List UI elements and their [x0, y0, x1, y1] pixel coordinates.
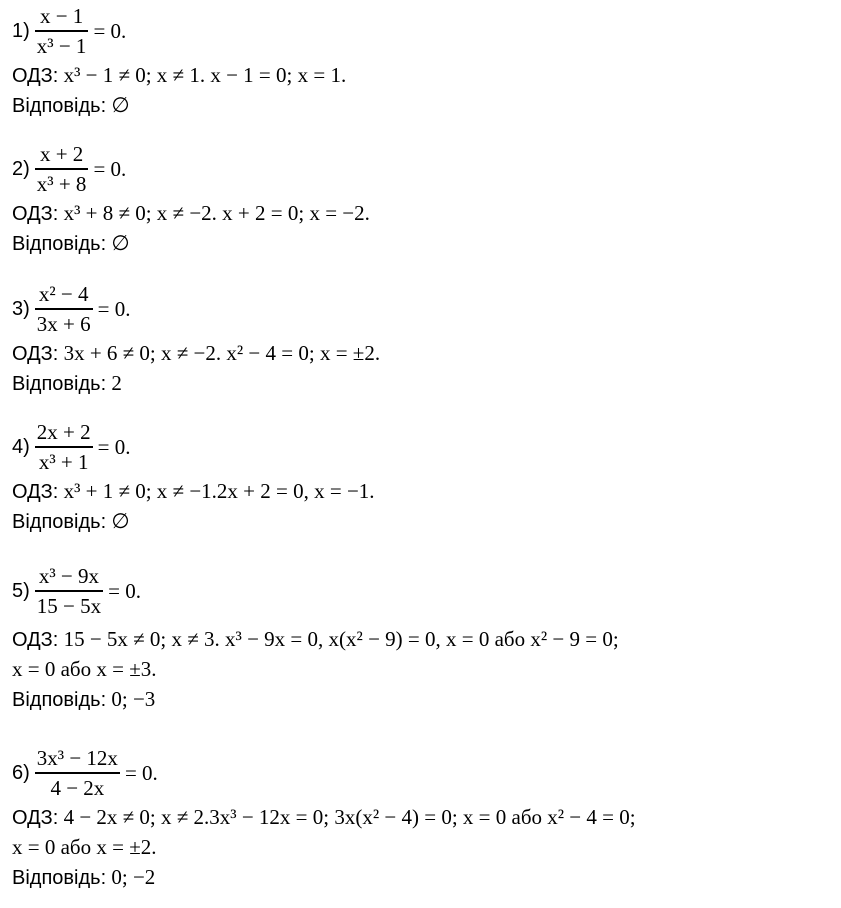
fraction: [35, 746, 120, 799]
fraction: [35, 564, 103, 617]
equation-rhs: = 0.: [108, 578, 141, 603]
denominator: 4 − 2x: [50, 775, 105, 800]
odz-text: 4 − 2x ≠ 0; x ≠ 2.3x³ − 12x = 0; 3x(x² − 4) = 0; x = 0 або x² − 4 = 0;: [63, 805, 636, 829]
problem-4: [12, 418, 375, 536]
equation-rhs: = 0.: [93, 18, 127, 43]
odz-label: ОДЗ:: [12, 65, 59, 87]
answer-value: ∅: [111, 509, 130, 533]
odz-text: 3x + 6 ≠ 0; x ≠ −2. x² − 4 = 0; x = ±2.: [63, 341, 381, 365]
answer-value: 2: [111, 371, 122, 395]
answer-line: [12, 228, 370, 258]
odz-text: x = 0 або x = ±3.: [12, 657, 157, 681]
problem-number: 6): [12, 761, 30, 784]
equation-rhs: = 0.: [97, 296, 131, 321]
odz-label: ОДЗ:: [12, 481, 59, 503]
odz-line-continued: [12, 832, 636, 862]
answer-label: Відповідь:: [12, 95, 107, 117]
problem-number: 5): [12, 579, 30, 602]
odz-label: ОДЗ:: [12, 629, 59, 651]
problem-6: [12, 744, 636, 892]
odz-line: [12, 624, 619, 654]
odz-label: ОДЗ:: [12, 343, 59, 365]
equation: [12, 2, 346, 60]
answer-line: [12, 684, 619, 714]
equation: [12, 744, 636, 802]
denominator: x³ + 8: [36, 171, 87, 196]
answer-value: ∅: [111, 93, 130, 117]
numerator: x + 2: [39, 142, 84, 167]
fraction: [35, 142, 89, 195]
denominator: x³ + 1: [38, 449, 89, 474]
problem-number: 2): [12, 157, 30, 180]
answer-value: ∅: [111, 231, 130, 255]
equation: [12, 140, 370, 198]
problem-3: [12, 280, 380, 398]
equation: [12, 280, 380, 338]
problem-1: [12, 2, 346, 120]
numerator: 3x³ − 12x: [36, 746, 118, 771]
odz-line: [12, 198, 370, 228]
equation: [12, 418, 375, 476]
fraction: [35, 282, 93, 335]
odz-line: [12, 60, 346, 90]
equation: [12, 558, 619, 624]
answer-label: Відповідь:: [12, 689, 107, 711]
odz-text: 15 − 5x ≠ 0; x ≠ 3. x³ − 9x = 0, x(x² − 9) = 0, x = 0 або x² − 9 = 0;: [63, 627, 619, 651]
problem-number: 4): [12, 435, 30, 458]
odz-line: [12, 802, 636, 832]
equation-rhs: = 0.: [97, 434, 131, 459]
answer-line: [12, 506, 375, 536]
answer-label: Відповідь:: [12, 373, 107, 395]
odz-text: x³ − 1 ≠ 0; x ≠ 1. x − 1 = 0; x = 1.: [63, 63, 347, 87]
denominator: x³ − 1: [36, 33, 87, 58]
answer-label: Відповідь:: [12, 867, 107, 889]
answer-label: Відповідь:: [12, 233, 107, 255]
fraction: [35, 420, 93, 473]
odz-line: [12, 338, 380, 368]
odz-label: ОДЗ:: [12, 203, 59, 225]
numerator: x − 1: [39, 4, 84, 29]
answer-line: [12, 90, 346, 120]
odz-line: [12, 476, 375, 506]
equation-rhs: = 0.: [93, 156, 127, 181]
numerator: x³ − 9x: [38, 564, 100, 589]
odz-text: x = 0 або x = ±2.: [12, 835, 157, 859]
problem-5: [12, 558, 619, 714]
answer-line: [12, 368, 380, 398]
answer-label: Відповідь:: [12, 511, 107, 533]
fraction: [35, 4, 89, 57]
odz-line-continued: [12, 654, 619, 684]
odz-text: x³ + 8 ≠ 0; x ≠ −2. x + 2 = 0; x = −2.: [63, 201, 370, 225]
odz-text: x³ + 1 ≠ 0; x ≠ −1.2x + 2 = 0, x = −1.: [63, 479, 375, 503]
answer-line: [12, 862, 636, 892]
answer-value: 0; −3: [111, 687, 156, 711]
odz-label: ОДЗ:: [12, 807, 59, 829]
problem-2: [12, 140, 370, 258]
denominator: 3x + 6: [36, 311, 91, 336]
problem-number: 3): [12, 297, 30, 320]
numerator: 2x + 2: [36, 420, 91, 445]
denominator: 15 − 5x: [36, 593, 102, 618]
answer-value: 0; −2: [111, 865, 156, 889]
numerator: x² − 4: [38, 282, 89, 307]
problem-number: 1): [12, 19, 30, 42]
equation-rhs: = 0.: [124, 760, 158, 785]
